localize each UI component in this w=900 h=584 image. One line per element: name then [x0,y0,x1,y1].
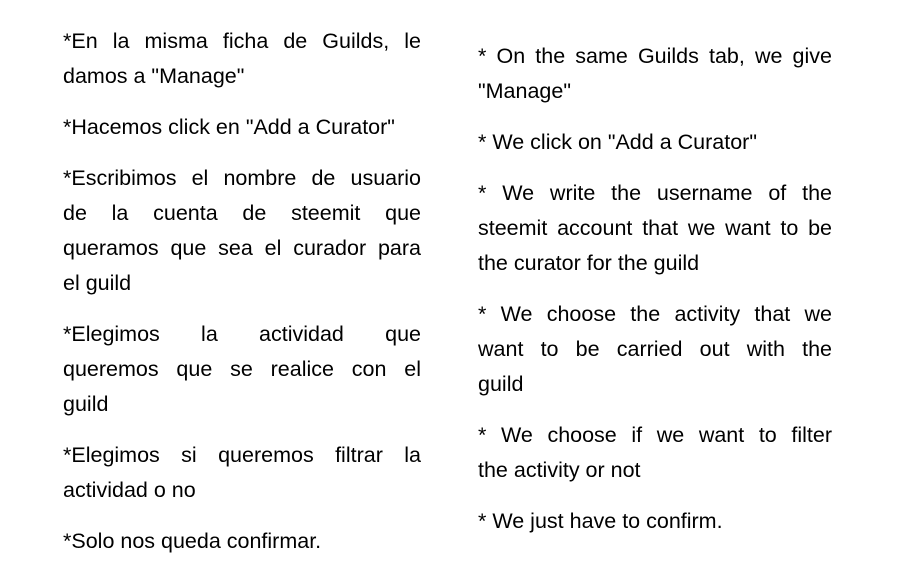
text-line: *En la misma ficha de Guilds, le [63,29,421,53]
text-column-left [63,0,421,575]
text-line: steemit account that we want to be [478,216,832,240]
paragraph [63,438,421,508]
text-line: *Hacemos click en "Add a Curator" [63,115,395,139]
text-line: * We write the username of the [478,181,832,205]
paragraph [478,39,832,109]
text-line: de la cuenta de steemit que [63,201,421,225]
text-line: queramos que sea el curador para [63,236,421,260]
text-line: guild [63,392,109,416]
text-line: guild [478,372,524,396]
paragraph [478,176,832,281]
text-line: queremos que se realice con el [63,357,421,381]
paragraph [63,524,421,559]
text-line: *Solo nos queda confirmar. [63,529,322,553]
paragraph [478,297,832,402]
text-line: * We choose the activity that we [478,302,832,326]
text-line: "Manage" [478,79,571,103]
paragraph [63,161,421,301]
text-line: *Elegimos si queremos filtrar la [63,443,421,467]
text-line: * On the same Guilds tab, we give [478,44,832,68]
text-line: *Escribimos el nombre de usuario [63,166,421,190]
paragraph [478,418,832,488]
text-line: the curator for the guild [478,251,700,275]
paragraph [63,317,421,422]
text-line: * We just have to confirm. [478,509,723,533]
text-line: actividad o no [63,478,196,502]
text-line: damos a "Manage" [63,64,245,88]
text-line: * We click on "Add a Curator" [478,130,757,154]
text-column-right [478,0,832,555]
text-line: want to be carried out with the [478,337,832,361]
paragraph [63,110,421,145]
paragraph [478,125,832,160]
text-line: * We choose if we want to filter [478,423,832,447]
text-line: el guild [63,271,132,295]
text-line: *Elegimos la actividad que [63,322,421,346]
text-line: the activity or not [478,458,641,482]
paragraph [63,24,421,94]
paragraph [478,504,832,539]
